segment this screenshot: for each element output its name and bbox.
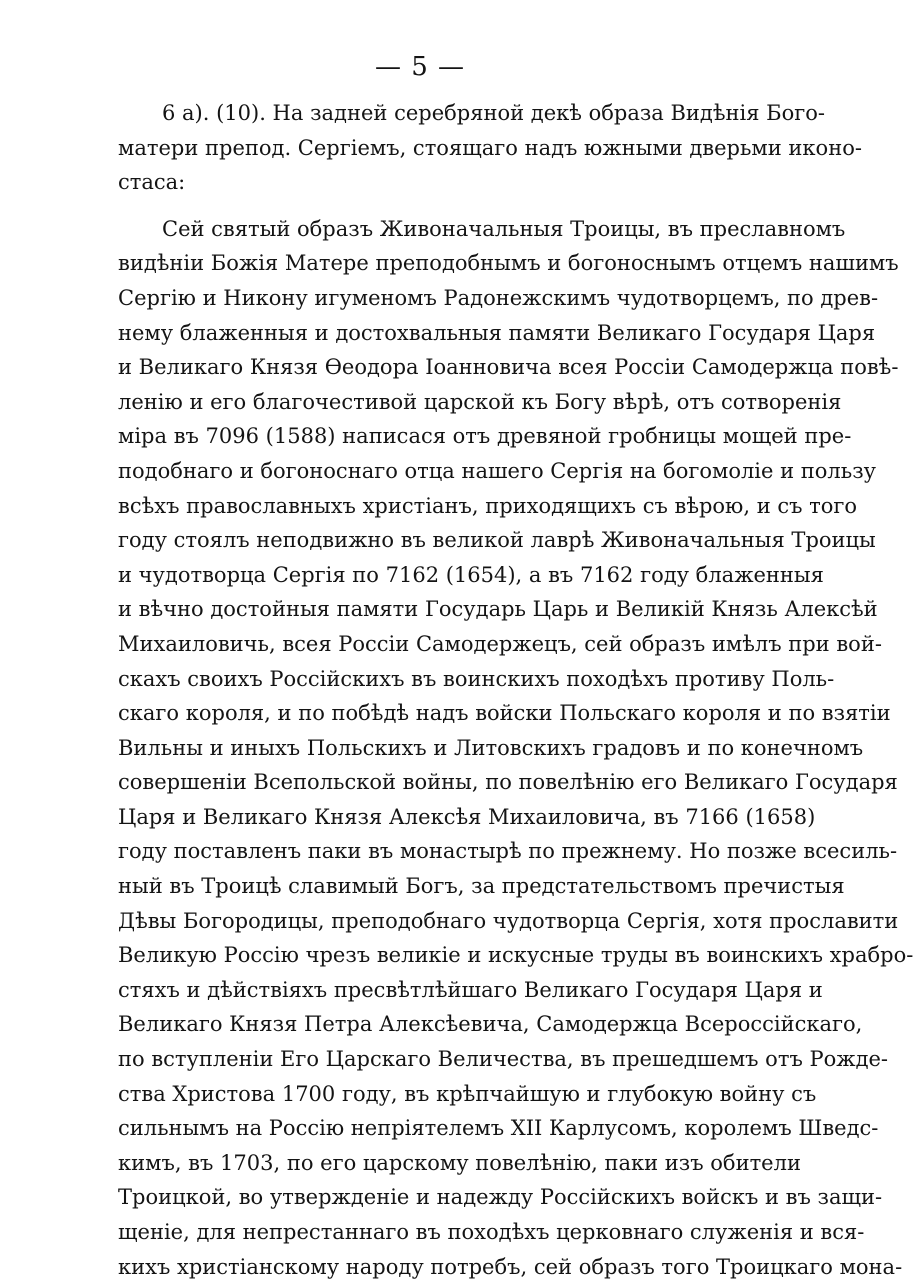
text-line: матери препод. Сергіемъ, стоящаго надъ южными дверьми иконо- <box>118 135 862 160</box>
text-line: году поставленъ паки въ монастырѣ по прежнему. Но позже всесиль- <box>118 839 898 864</box>
text-line: кимъ, въ 1703, по его царскому повелѣнію, паки изъ обители <box>118 1150 801 1175</box>
paragraph-inscription-text <box>118 212 913 1284</box>
text-line: и вѣчно достойныя памяти Государь Царь и Великій Князь Алексѣй <box>118 597 878 622</box>
text-line: ства Христова 1700 году, въ крѣпчайшую и глубокую войну съ <box>118 1081 817 1106</box>
page-number: — 5 — <box>374 52 466 82</box>
text-line: видѣніи Божія Матере преподобнымъ и богоноснымъ отцемъ нашимъ <box>118 251 899 276</box>
text-line: Вильны и иныхъ Польскихъ и Литовскихъ градовъ и по конечномъ <box>118 735 864 760</box>
text-line: кихъ христіанскому народу потребъ, сей образъ того Троицкаго мона- <box>118 1254 903 1279</box>
text-block <box>118 96 913 1284</box>
text-line: Сей святый образъ Живоначальныя Троицы, въ преславномъ <box>162 216 846 241</box>
text-line: скахъ своихъ Россійскихъ въ воинскихъ походѣхъ противу Поль- <box>118 666 835 691</box>
text-line: совершеніи Всепольской войны, по повелѣнію его Великаго Государя <box>118 770 898 795</box>
text-line: 6 а). (10). На задней серебряной декѣ образа Видѣнія Бого- <box>162 101 825 125</box>
text-line: стяхъ и дѣйствіяхъ пресвѣтлѣйшаго Великаго Государя Царя и <box>118 977 823 1002</box>
text-line: стаса: <box>118 170 186 195</box>
text-line: Дѣвы Богородицы, преподобнаго чудотворца Сергія, хотя прославити <box>118 908 899 933</box>
text-line: нему блаженныя и достохвальныя памяти Великаго Государя Царя <box>118 320 876 345</box>
text-line: щеніе, для непрестаннаго въ походѣхъ церковнаго служенія и вся- <box>118 1220 865 1244</box>
text-line: ленію и его благочестивой царской къ Богу вѣрѣ, отъ сотворенія <box>118 389 842 414</box>
text-line: ный въ Троицѣ славимый Богъ, за предстательствомъ пречистыя <box>118 874 845 899</box>
text-line: по вступленіи Его Царскаго Величества, въ прешедшемъ отъ Рожде- <box>118 1047 889 1072</box>
text-line: и Великаго Князя Ѳеодора Іоанновича всея Россіи Самодержца повѣ- <box>118 355 899 380</box>
text-line: Царя и Великаго Князя Алексѣя Михаиловича, въ 7166 (1658) <box>118 804 816 829</box>
text-line: всѣхъ православныхъ христіанъ, приходящихъ съ вѣрою, и съ того <box>118 493 858 518</box>
text-line: Великаго Князя Петра Алексѣевича, Самодержца Всероссійскаго, <box>118 1012 863 1037</box>
text-line: Михаиловичь, всея Россіи Самодержецъ, сей образъ имѣлъ при вой- <box>118 631 882 656</box>
text-line: и чудотворца Сергія по 7162 (1654), а въ 7162 году блаженныя <box>118 562 824 587</box>
paragraph-inscription-heading <box>118 96 862 200</box>
text-line: скаго короля, и по побѣдѣ надъ войски Польскаго короля и по взятіи <box>118 701 891 726</box>
text-line: Троицкой, во утвержденіе и надежду Россійскихъ войскъ и въ защи- <box>118 1185 883 1210</box>
text-line: году стоялъ неподвижно въ великой лаврѣ Живоначальныя Троицы <box>118 528 876 553</box>
text-line: сильнымъ на Россію непріятелемъ XII Карлусомъ, королемъ Шведс- <box>118 1116 879 1141</box>
text-line: Великую Россію чрезъ великіе и искусные труды въ воинскихъ храбро- <box>118 943 913 968</box>
text-line: подобнаго и богоноснаго отца нашего Сергія на богомоліе и пользу <box>118 458 877 483</box>
paragraph-gap <box>118 200 730 212</box>
text-line: міра въ 7096 (1588) написася отъ древяной гробницы мощей пре- <box>118 424 852 449</box>
text-line: Сергію и Никону игуменомъ Радонежскимъ чудотворцемъ, по древ- <box>118 285 879 310</box>
